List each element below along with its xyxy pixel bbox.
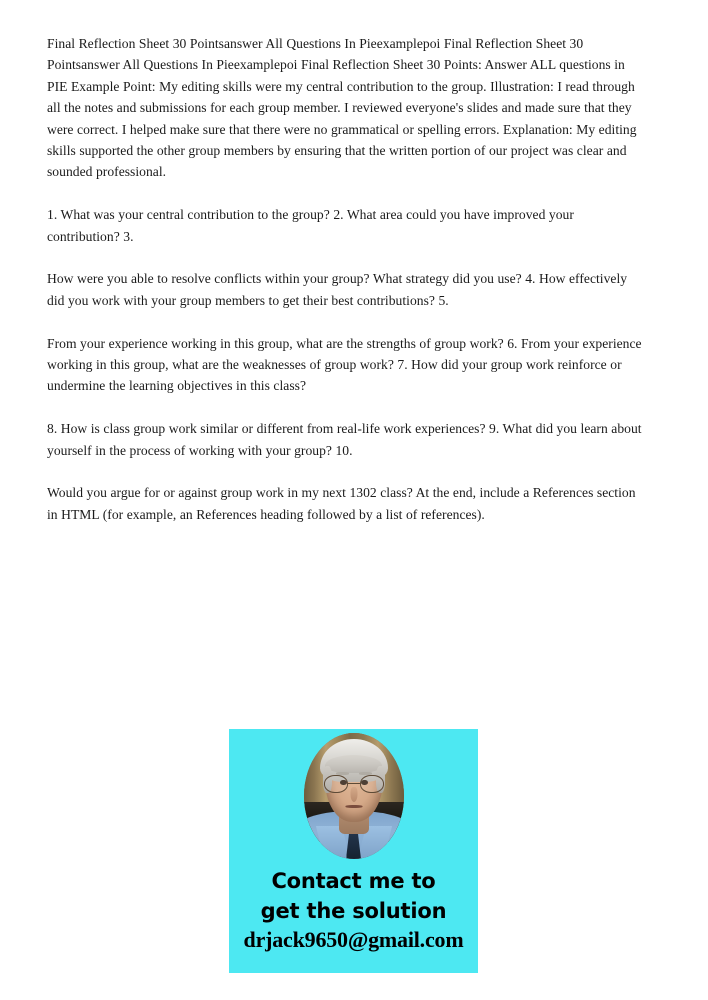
- paragraph-questions-5-7: From your experience working in this group, what are the strengths of group work? 6. From your experience working in this group, what are the weaknesses of group work? 7. How did your group work reinforce or undermine the learning objectives in this class?: [47, 335, 642, 394]
- portrait-nose: [350, 787, 357, 802]
- paragraph-questions-3-5: How were you able to resolve conflicts within your group? What strategy did you use? 4. How effectively did you work with your group members to get their best contributions? 5.: [47, 271, 628, 308]
- paragraph-questions-10-references: Would you argue for or against group work in my next 1302 class? At the end, include a References section in HTML (for example, an References heading followed by a list of references).: [47, 485, 636, 522]
- contact-headline-line-1: Contact me to: [271, 869, 436, 893]
- portrait-mouth: [345, 805, 362, 808]
- portrait-image: [304, 733, 404, 859]
- contact-email[interactable]: drjack9650@gmail.com: [243, 927, 464, 952]
- portrait-lens-right: [360, 775, 384, 794]
- document-body: [47, 33, 642, 525]
- portrait-lens-left: [324, 775, 348, 794]
- portrait-glasses-bridge: [348, 783, 360, 784]
- contact-card: [229, 729, 478, 973]
- contact-headline-line-2: get the solution: [260, 899, 447, 923]
- portrait-photo: [304, 733, 404, 859]
- paragraph-questions-1-3: 1. What was your central contribution to the group? 2. What area could you have improved your contribution? 3.: [47, 207, 574, 244]
- paragraph-questions-8-10: 8. How is class group work similar or different from real-life work experiences? 9. What did you learn about yourself in the process of working with your group? 10.: [47, 421, 642, 458]
- paragraph-intro: Final Reflection Sheet 30 Pointsanswer All Questions In Pieexamplepoi Final Reflection Sheet 30 Pointsanswer All Questions In Pieexamplepoi Final Reflection Sheet 30 Points: Answer ALL questions in PIE Example Point: My editing skills were my central contribution to the group. Illustration: I read through all the notes and submissions for each group member. I reviewed everyone's slides and made sure that they were correct. I helped make sure that there were no grammatical or spelling errors. Explanation: My editing skills supported the other group members by ensuring that the written portion of our project was clear and sounded professional.: [47, 36, 637, 180]
